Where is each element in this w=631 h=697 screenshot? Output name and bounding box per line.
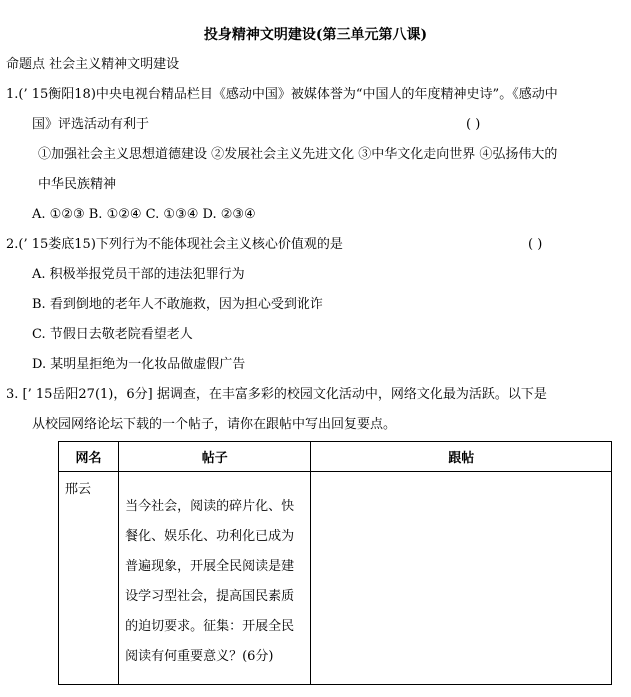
q2-option-a: A. 积极举报党员干部的违法犯罪行为 [32, 267, 245, 282]
page-title: 投身精神文明建设(第三单元第八课) [203, 27, 428, 43]
header-reply: 跟帖 [311, 442, 612, 472]
reply-cell[interactable] [311, 472, 612, 685]
header-net-name: 网名 [59, 442, 119, 472]
q1-items-line1: ①加强社会主义思想道德建设 ②发展社会主义先进文化 ③中华文化走向世界 ④弘扬伟大的 [38, 147, 558, 162]
header-post: 帖子 [119, 442, 311, 472]
q1-stem-line2: 国》评选活动有利于 [32, 117, 150, 132]
q1-answer-options: A. ①②③ B. ①②④ C. ①③④ D. ②③④ [32, 207, 256, 222]
q2-option-b: B. 看到倒地的老年人不敢施救，因为担心受到讹诈 [32, 297, 323, 312]
net-name-cell [59, 472, 119, 685]
post-content: 当今社会，阅读的碎片化、快餐化、娱乐化、功利化已成为普遍现象，开展全民阅读是建设学习型社会，提高国民素质的迫切要求。征集：开展全民阅读有何重要意义？(6分) [125, 499, 295, 664]
q2-stem: 2.(’ 15娄底15)下列行为不能体现社会主义核心价值观的是 [6, 237, 343, 252]
q1-answer-parenthesis: ( ) [466, 117, 481, 132]
q3-stem-line1: 3. [’ 15岳阳27(1)，6分] 据调查，在丰富多彩的校园文化活动中，网络文化最为活跃。以下是 [6, 387, 547, 402]
q3-stem-line2: 从校园网络论坛下载的一个帖子，请你在跟帖中写出回复要点。 [32, 417, 397, 432]
q2-answer-parenthesis: ( ) [528, 237, 543, 252]
table-row [59, 472, 612, 685]
forum-post-table [58, 441, 612, 685]
q1-items-line2: 中华民族精神 [38, 177, 117, 192]
q1-stem-line1: 1.(’ 15衡阳18)中央电视台精品栏目《感动中国》被媒体誉为“中国人的年度精神史诗”。《感动中 [6, 87, 558, 102]
post-cell [119, 472, 311, 685]
q2-option-d: D. 某明星拒绝为一化妆品做虚假广告 [32, 357, 246, 372]
net-name-value: 邢云 [65, 482, 92, 497]
section-heading: 命题点 社会主义精神文明建设 [6, 57, 180, 72]
q2-option-c: C. 节假日去敬老院看望老人 [32, 327, 193, 342]
table-header-row [59, 442, 612, 472]
